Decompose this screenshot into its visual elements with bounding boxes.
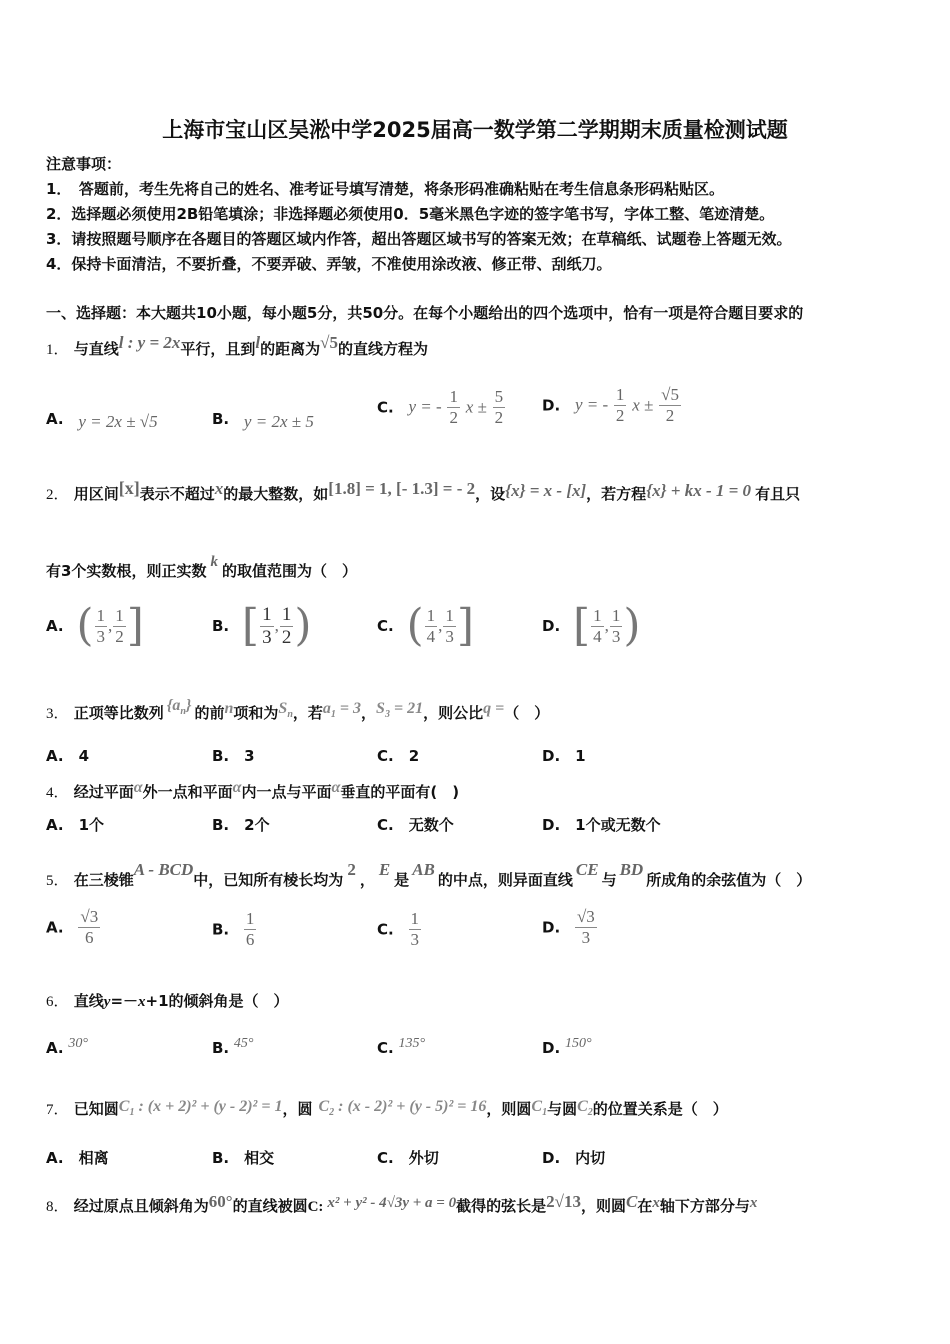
math-expr: $C_2$ <box>577 1098 593 1118</box>
math-expr: $S_n$ <box>278 700 293 720</box>
option-b: B. 3 <box>212 747 255 765</box>
question-2-line-2: 有3个实数根，则正实数 k 的取值范围为（ ） <box>46 554 357 580</box>
option-c: C. $\frac{1}{3}$ <box>377 909 419 949</box>
question-8: 8． 经过原点且倾斜角为60°的直线被圆C: x² + y² - 4√3y + a = 0截得的弦长是2√13，则圆C在x轴下方部分与x <box>46 1192 758 1215</box>
math-expr: $a_1 = 3$ <box>322 700 362 720</box>
option-c: C. 外切 <box>377 1149 439 1167</box>
option-d: D. 1 <box>542 747 586 765</box>
notes-heading: 注意事项： <box>46 155 122 173</box>
math-expr: n <box>224 700 234 717</box>
question-number: 8． <box>46 1199 69 1215</box>
question-6: 6． 直线y=－x+1的倾斜角是（ ） <box>46 992 289 1010</box>
question-number: 2． <box>46 487 69 503</box>
note-item: 2．选择题必须使用2B铅笔填涂；非选择题必须使用0．5毫米黑色字迹的签字笔书写，字体工整、笔迹清楚。 <box>46 205 775 223</box>
question-7: 7． 已知圆$C_1$ : (x + 2)² + (y - 2)² = 1，圆 $C_2$ : (x - 2)² + (y - 5)² = 16，则圆$C_1$与圆$C_2$的位置关系是（ ） <box>46 1098 728 1118</box>
math-expr: x <box>214 479 224 498</box>
math-expr: BD <box>619 860 644 879</box>
option-c: C. ( $\frac{1}{4}$ , $\frac{1}{3}$ ] <box>377 600 475 651</box>
question-number: 7． <box>46 1102 69 1118</box>
page-title: 上海市宝山区吴淞中学2025届高一数学第二学期期末质量检测试题 <box>162 118 788 142</box>
question-number: 5． <box>46 873 69 889</box>
option-b: B. [ $\frac{1}{3}$ , $\frac{1}{2}$ ) <box>212 600 312 651</box>
math-expr: $\{a_n\}$ <box>166 697 192 717</box>
question-number: 3． <box>46 706 69 722</box>
math-expr: A - BCD <box>133 860 194 879</box>
note-item: 4．保持卡面清洁，不要折叠，不要弄破、弄皱，不准使用涂改液、修正带、刮纸刀。 <box>46 255 612 273</box>
math-expr: [1.8] = 1, [- 1.3] = - 2 <box>328 479 476 498</box>
math-expr: q = <box>483 700 505 717</box>
option-c: C. 无数个 <box>377 816 454 834</box>
option-a-math: y = 2x ± √5 <box>78 412 158 431</box>
math-expr: k <box>210 554 218 570</box>
note-item: 3．请按照题号顺序在各题目的答题区域内作答，超出答题区域书写的答案无效；在草稿纸、试题卷上答题无效。 <box>46 230 792 248</box>
question-5: 5． 在三棱锥A - BCD中，已知所有棱长均为2，E是AB的中点，则异面直线CE与BD所成角的余弦值为（ ） <box>46 860 812 889</box>
math-expr: x <box>652 1195 660 1211</box>
math-expr: x <box>749 1195 758 1211</box>
option-b: B. 45° <box>212 1036 254 1057</box>
math-expr: C <box>625 1192 638 1211</box>
math-expr: l : y = 2x <box>118 333 181 352</box>
math-expr: {x} = x - [x] <box>505 481 587 500</box>
math-expr: $C_2$ : (x - 2)² + (y - 5)² = 16 <box>318 1098 487 1118</box>
math-expr: $S_3 = 21$ <box>376 700 424 720</box>
question-1: 1． 与直线l : y = 2x平行，且到l的距离为√5的直线方程为 <box>46 333 429 358</box>
math-expr: $C_1$ <box>531 1098 548 1118</box>
option-b: B. 相交 <box>212 1149 275 1167</box>
option-a: A. 相离 <box>46 1149 109 1167</box>
option-a: A. 30° <box>46 1036 88 1057</box>
question-number: 6． <box>46 994 69 1010</box>
math-expr: CE <box>575 860 599 879</box>
math-expr: α <box>331 779 341 796</box>
option-d: D. 1个或无数个 <box>542 816 661 834</box>
section-heading: 一、选择题：本大题共10小题，每小题5分，共50分。在每个小题给出的四个选项中，恰有一项是符合题目要求的 <box>46 304 804 322</box>
math-expr: l <box>255 333 261 352</box>
option-b-math: y = 2x ± 5 <box>243 412 314 431</box>
option-a: A. y = 2x ± √5 <box>46 410 158 431</box>
option-a: A. $\frac{√3}{6}$ <box>46 907 99 947</box>
math-expr: AB <box>412 860 435 879</box>
question-3: 3． 正项等比数列 $\{a_n\}$ 的前n项和为$S_n$，若$a_1 = 3$，$S_3 = 21$，则公比q =（ ） <box>46 697 550 722</box>
math-expr: E <box>378 860 391 879</box>
math-expr: 2√13 <box>546 1192 581 1211</box>
question-4: 4． 经过平面α外一点和平面α内一点与平面α垂直的平面有( ) <box>46 779 460 801</box>
math-expr: α <box>133 779 143 796</box>
option-c: C. 135° <box>377 1036 426 1057</box>
math-expr: [x] <box>118 478 140 498</box>
option-b: B. 2个 <box>212 816 270 834</box>
option-c: C. 2 <box>377 747 420 765</box>
question-number: 1． <box>46 342 69 358</box>
option-a: A. ( $\frac{1}{3}$ , $\frac{1}{2}$ ] <box>46 600 144 651</box>
option-d: D. $\frac{√3}{3}$ <box>542 907 595 947</box>
option-d: D. y = - $\frac{1}{2}$ x ± $\frac{√5}{2}$ <box>542 385 679 425</box>
math-expr: √5 <box>320 333 338 352</box>
math-expr: α <box>232 779 242 796</box>
math-expr: 2 <box>347 860 356 879</box>
question-2: 2． 用区间[x]表示不超过x的最大整数，如[1.8] = 1, [- 1.3] = - 2，设{x} = x - [x]，若方程{x} + kx - 1 = 0 有且只 <box>46 478 801 503</box>
note-item: 1． 答题前，考生先将自己的姓名、准考证号填写清楚，将条形码准确粘贴在考生信息条形码粘贴区。 <box>46 180 724 198</box>
option-d: D. 内切 <box>542 1149 606 1167</box>
math-expr: 60° <box>208 1192 233 1211</box>
question-number: 4． <box>46 785 69 801</box>
option-b: B. y = 2x ± 5 <box>212 410 314 431</box>
math-expr: x² + y² - 4√3y + a = 0 <box>327 1195 457 1211</box>
math-expr: $C_1$ : (x + 2)² + (y - 2)² = 1 <box>118 1098 283 1118</box>
option-d: D. [ $\frac{1}{4}$ , $\frac{1}{3}$ ) <box>542 600 641 651</box>
option-a: A. 1个 <box>46 816 105 834</box>
option-d: D. 150° <box>542 1036 592 1057</box>
option-c: C. y = - $\frac{1}{2}$ x ± $\frac{5}{2}$ <box>377 387 504 427</box>
option-a: A. 4 <box>46 747 90 765</box>
option-b: B. $\frac{1}{6}$ <box>212 909 255 949</box>
math-expr: {x} + kx - 1 = 0 <box>646 481 752 500</box>
